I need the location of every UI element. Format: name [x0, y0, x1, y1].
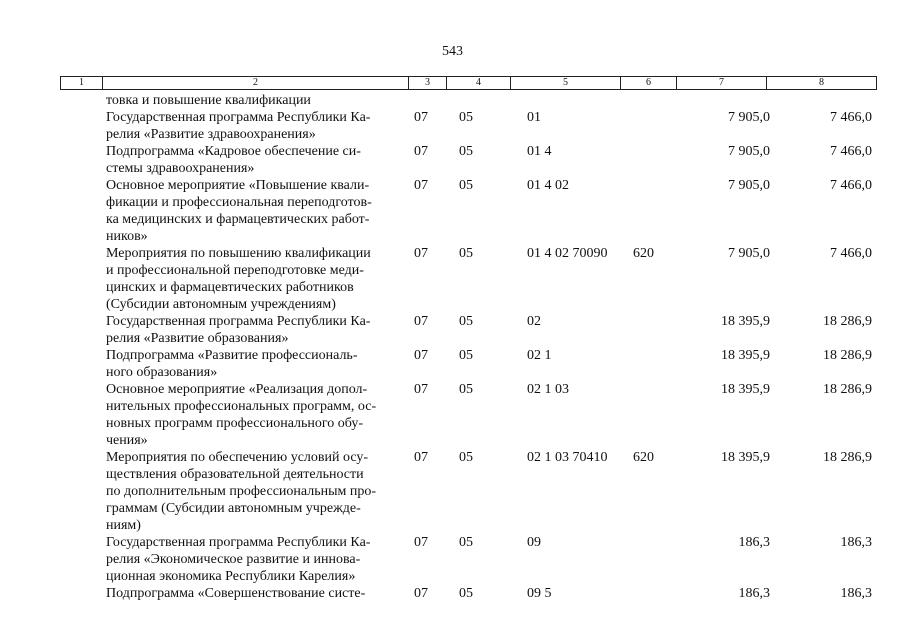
- amount-year-1: 7 905,0: [728, 178, 770, 193]
- amount-year-1: 7 905,0: [728, 110, 770, 125]
- amount-year-1: 7 905,0: [728, 144, 770, 159]
- subsection-code: 05: [459, 110, 473, 125]
- description-line: ников»: [106, 229, 148, 244]
- amount-year-1: 18 395,9: [721, 314, 770, 329]
- row-description: [106, 143, 406, 177]
- description-line: ного образования»: [106, 365, 218, 380]
- amount-year-2: 186,3: [840, 535, 872, 550]
- column-header-7: 7: [677, 77, 767, 89]
- description-line: Государственная программа Республики Ка-: [106, 314, 371, 329]
- row-description: [106, 313, 406, 347]
- row-description: [106, 92, 406, 109]
- subsection-code: 05: [459, 314, 473, 329]
- subsection-code: 05: [459, 586, 473, 601]
- amount-year-2: 18 286,9: [823, 348, 872, 363]
- target-article-code: 09 5: [527, 586, 552, 601]
- row-description: [106, 177, 406, 245]
- section-code: 07: [414, 382, 428, 397]
- table-row: [0, 534, 905, 585]
- target-article-code: 01 4 02 70090: [527, 246, 608, 261]
- description-line: Основное мероприятие «Реализация допол-: [106, 382, 368, 397]
- section-code: 07: [414, 246, 428, 261]
- description-line: ка медицинских и фармацевтических работ-: [106, 212, 370, 227]
- description-line: Подпрограмма «Совершенствование систе-: [106, 586, 366, 601]
- row-description: [106, 449, 406, 534]
- column-header-4: 4: [447, 77, 511, 89]
- subsection-code: 05: [459, 535, 473, 550]
- description-line: нительных профессиональных программ, ос-: [106, 399, 377, 414]
- description-line: ществления образовательной деятельности: [106, 467, 364, 482]
- column-header-2: 2: [103, 77, 409, 89]
- target-article-code: 01 4: [527, 144, 552, 159]
- description-line: (Субсидии автономным учреждениям): [106, 297, 336, 312]
- column-header-1: 1: [61, 77, 103, 89]
- page-number: 543: [442, 44, 463, 59]
- description-line: Основное мероприятие «Повышение квали-: [106, 178, 370, 193]
- expense-type-code: 620: [633, 246, 654, 261]
- row-description: [106, 347, 406, 381]
- column-header-row: [60, 76, 877, 90]
- table-row: [0, 381, 905, 449]
- row-description: [106, 585, 406, 602]
- section-code: 07: [414, 450, 428, 465]
- description-line: ниям): [106, 518, 141, 533]
- column-header-6: 6: [621, 77, 677, 89]
- description-line: Подпрограмма «Кадровое обеспечение си-: [106, 144, 361, 159]
- subsection-code: 05: [459, 348, 473, 363]
- target-article-code: 02 1: [527, 348, 552, 363]
- table-row: [0, 313, 905, 347]
- column-header-3: 3: [409, 77, 447, 89]
- amount-year-2: 18 286,9: [823, 314, 872, 329]
- section-code: 07: [414, 110, 428, 125]
- amount-year-1: 7 905,0: [728, 246, 770, 261]
- row-description: [106, 109, 406, 143]
- description-line: релия «Развитие здравоохранения»: [106, 127, 316, 142]
- target-article-code: 02 1 03 70410: [527, 450, 608, 465]
- description-line: Государственная программа Республики Ка-: [106, 110, 371, 125]
- description-line: Подпрограмма «Развитие профессиональ-: [106, 348, 358, 363]
- amount-year-2: 186,3: [840, 586, 872, 601]
- target-article-code: 01 4 02: [527, 178, 569, 193]
- amount-year-2: 18 286,9: [823, 450, 872, 465]
- table-row: [0, 92, 905, 109]
- table-row: [0, 245, 905, 313]
- target-article-code: 02 1 03: [527, 382, 569, 397]
- description-line: Государственная программа Республики Ка-: [106, 535, 371, 550]
- column-header-5: 5: [511, 77, 621, 89]
- subsection-code: 05: [459, 178, 473, 193]
- row-description: [106, 245, 406, 313]
- subsection-code: 05: [459, 144, 473, 159]
- table-row: [0, 585, 905, 602]
- description-line: граммам (Субсидии автономным учрежде-: [106, 501, 361, 516]
- expense-type-code: 620: [633, 450, 654, 465]
- amount-year-2: 18 286,9: [823, 382, 872, 397]
- amount-year-1: 18 395,9: [721, 382, 770, 397]
- target-article-code: 09: [527, 535, 541, 550]
- subsection-code: 05: [459, 450, 473, 465]
- description-line: чения»: [106, 433, 148, 448]
- table-row: [0, 347, 905, 381]
- target-article-code: 01: [527, 110, 541, 125]
- row-description: [106, 381, 406, 449]
- amount-year-1: 186,3: [738, 535, 770, 550]
- amount-year-1: 18 395,9: [721, 450, 770, 465]
- subsection-code: 05: [459, 246, 473, 261]
- description-line: цинских и фармацевтических работников: [106, 280, 354, 295]
- description-line: Мероприятия по повышению квалификации: [106, 246, 371, 261]
- table-row: [0, 177, 905, 245]
- column-header-8: 8: [819, 77, 824, 88]
- table-row: [0, 109, 905, 143]
- section-code: 07: [414, 178, 428, 193]
- target-article-code: 02: [527, 314, 541, 329]
- table-row: [0, 449, 905, 534]
- amount-year-1: 186,3: [738, 586, 770, 601]
- description-line: фикации и профессиональная переподготов-: [106, 195, 372, 210]
- subsection-code: 05: [459, 382, 473, 397]
- budget-table-body: [0, 92, 905, 602]
- section-code: 07: [414, 535, 428, 550]
- section-code: 07: [414, 348, 428, 363]
- description-line: по дополнительным профессиональным про-: [106, 484, 377, 499]
- description-line: ционная экономика Республики Карелия»: [106, 569, 356, 584]
- row-description: [106, 534, 406, 585]
- amount-year-2: 7 466,0: [830, 110, 872, 125]
- amount-year-2: 7 466,0: [830, 246, 872, 261]
- description-line: товка и повышение квалификации: [106, 93, 311, 108]
- description-line: и профессиональной переподготовке меди-: [106, 263, 364, 278]
- section-code: 07: [414, 586, 428, 601]
- amount-year-2: 7 466,0: [830, 144, 872, 159]
- description-line: Мероприятия по обеспечению условий осу-: [106, 450, 369, 465]
- description-line: новных программ профессионального обу-: [106, 416, 364, 431]
- description-line: релия «Экономическое развитие и иннова-: [106, 552, 361, 567]
- amount-year-2: 7 466,0: [830, 178, 872, 193]
- section-code: 07: [414, 314, 428, 329]
- table-row: [0, 143, 905, 177]
- description-line: стемы здравоохранения»: [106, 161, 255, 176]
- description-line: релия «Развитие образования»: [106, 331, 289, 346]
- amount-year-1: 18 395,9: [721, 348, 770, 363]
- section-code: 07: [414, 144, 428, 159]
